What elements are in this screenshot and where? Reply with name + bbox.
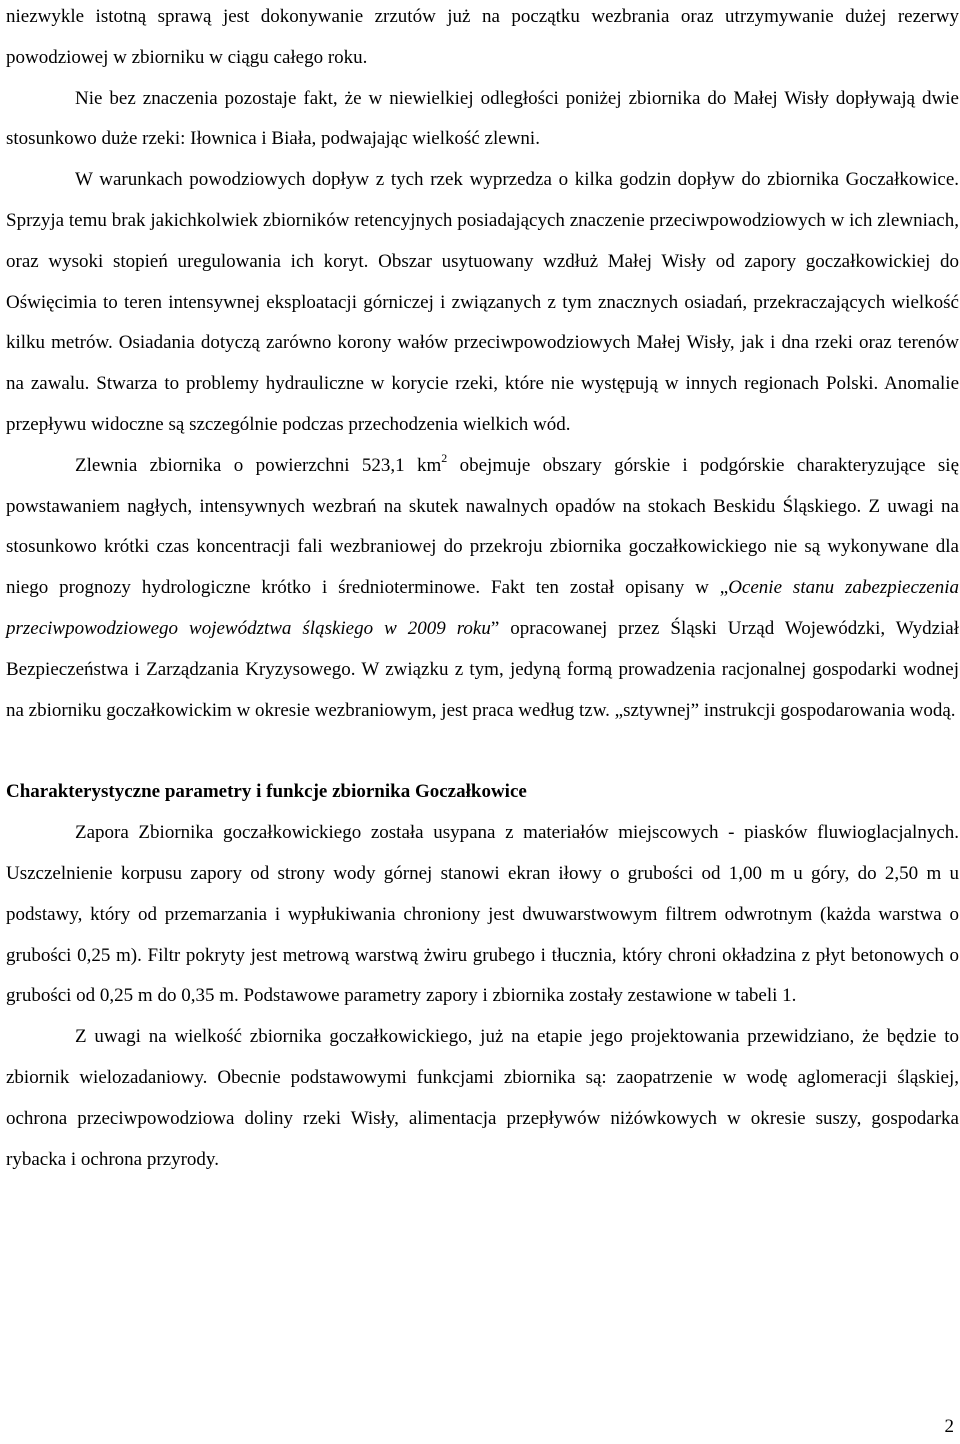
cited-report-title: Ocenie stanu zabezpieczenia przeciwpowodziowego województwa śląskiego w 2009 roku	[6, 577, 959, 639]
paragraph-4-start: Zlewnia zbiornika o powierzchni 523,1 km	[75, 454, 442, 476]
paragraph-1: niezwykle istotną sprawą jest dokonywanie zrzutów już na początku wezbrania oraz utrzymywanie dużej rezerwy powodziowej w zbiorniku w ciągu całego roku.	[6, 6, 959, 68]
paragraph-4	[6, 446, 959, 732]
superscript-2: 2	[441, 450, 448, 465]
document-page	[6, 0, 959, 1180]
paragraph-6: Z uwagi na wielkość zbiornika goczałkowickiego, już na etapie jego projektowania przewidziano, że będzie to zbiornik wielozadaniowy. Obecnie podstawowymi funkcjami zbiornika są: zaopatrzenie w wodę aglomeracji śląskiej, ochrona przeciwpowodziowa doliny rzeki Wisły, alimentacja przepływów niżówkowych w okresie suszy, gospodarka rybacka i ochrona przyrody.	[6, 1026, 959, 1170]
section-heading: Charakterystyczne parametry i funkcje zbiornika Goczałkowice	[6, 781, 527, 803]
paragraph-2: Nie bez znaczenia pozostaje fakt, że w niewielkiej odległości poniżej zbiornika do Małej Wisły dopływają dwie stosunkowo duże rzeki: Iłownica i Biała, podwajając wielkość zlewni.	[6, 87, 959, 150]
page-number: 2	[944, 1416, 954, 1437]
paragraph-4-middle: obejmuje obszary górskie i podgórskie charakteryzujące się powstawaniem nagłych, intensywnych wezbrań na skutek nawalnych opadów na stokach Beskidu Śląskiego. Z uwagi na stosunkowo krótki czas koncentracji fali wezbraniowej do przekroju zbiornika goczałkowickiego nie są wykonywane dla niego prognozy hydrologiczne krótko i średnioterminowe. Fakt ten został opisany w „	[6, 454, 960, 599]
paragraph-5: Zapora Zbiornika goczałkowickiego została usypana z materiałów miejscowych - piasków fluwioglacjalnych. Uszczelnienie korpusu zapory od strony wody górnej stanowi ekran iłowy o grubości od 1,00 m u góry, do 2,50 m u podstawy, który od przemarzania i wypłukiwania chroniony jest dwuwarstwowym filtrem odwrotnym (każda warstwa o grubości 0,25 m). Filtr pokryty jest metrową warstwą żwiru grubego i tłucznia, który chroni okładzina z płyt betonowych o grubości od 0,25 m do 0,35 m. Podstawowe parametry zapory i zbiornika zostały zestawione w tabeli 1.	[6, 822, 959, 1007]
paragraph-3: W warunkach powodziowych dopływ z tych rzek wyprzedza o kilka godzin dopływ do zbiornika Goczałkowice. Sprzyja temu brak jakichkolwiek zbiorników retencyjnych posiadających znaczenie przeciwpowodziowych w ich zlewniach, oraz wysoki stopień uregulowania ich koryt. Obszar usytuowany wzdłuż Małej Wisły od zapory goczałkowickiej do Oświęcimia to teren intensywnej eksploatacji górniczej i związanych z tym znacznych osiadań, przekraczających wielkość kilku metrów. Osiadania dotyczą zarówno korony wałów przeciwpowodziowych Małej Wisły, jak i dna rzeki oraz terenów na zawalu. Stwarza to problemy hydrauliczne w korycie rzeki, które nie występują w innych regionach Polski. Anomalie przepływu widoczne są szczególnie podczas przechodzenia wielkich wód.	[6, 169, 959, 435]
paragraph-4-end: ” opracowanej przez Śląski Urząd Wojewódzki, Wydział Bezpieczeństwa i Zarządzania Kryzysowego. W związku z tym, jedyną formą prowadzenia racjonalnej gospodarki wodnej na zbiorniku goczałkowickim w okresie wezbraniowym, jest praca według tzw. „sztywnej” instrukcji gospodarowania wodą.	[6, 617, 960, 721]
